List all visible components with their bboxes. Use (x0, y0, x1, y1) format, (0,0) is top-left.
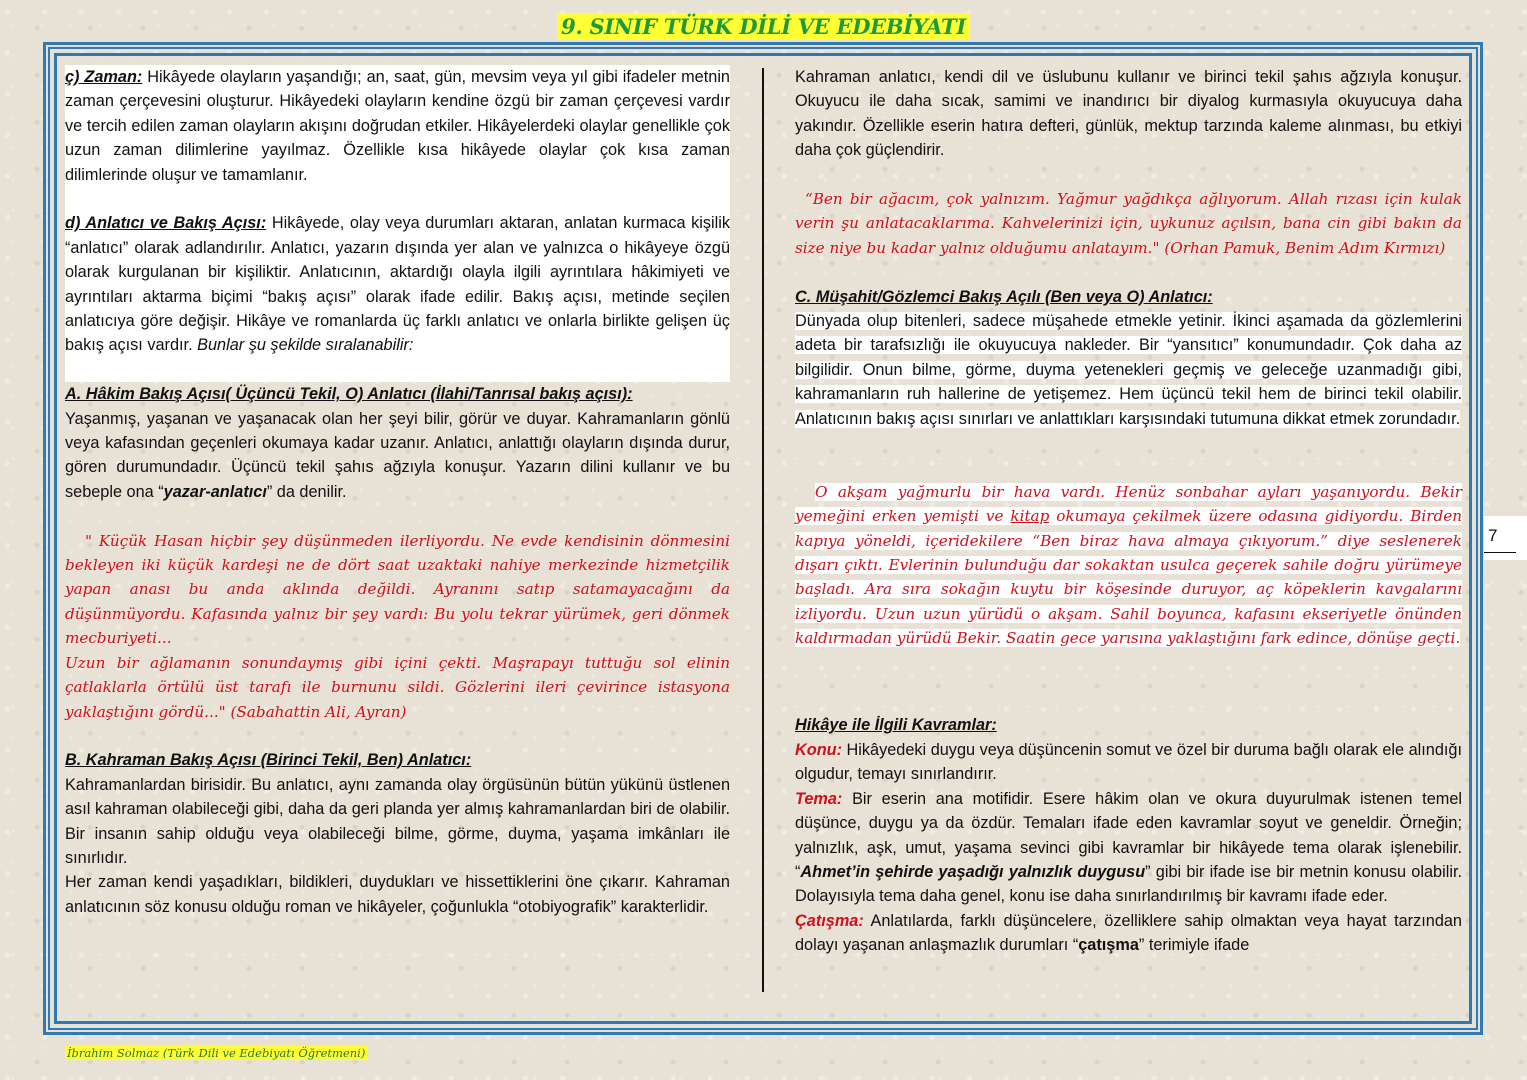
column-divider (762, 68, 764, 992)
page-number-underline (1484, 552, 1516, 553)
hakim-quote-1: " Küçük Hasan hiçbir şey düşünmeden ilerliyordu. Ne evde kendisinin dönmesini bekleyen iki küçük kardeşi ne de dört saat uzaktaki nahiye merkezinde hizmetçilik yapan anası bu anda aklında değildi. Ayranını satıp satamayacağını da düşünmüyordu. Kafasında yalnız bir şey vardı: Bu yolu tekrar yürümek, geri dönmek mecburiyeti... (65, 531, 730, 648)
hakim-text-2: ” da denilir. (266, 482, 347, 501)
tema-bold: Ahmet’in şehirde yaşadığı yalnızlık duygusu (800, 862, 1146, 881)
tema-paragraph (795, 787, 1462, 909)
konu-paragraph (795, 738, 1462, 787)
kavramlar-heading: Hikâye ile İlgili Kavramlar: (795, 716, 997, 735)
right-column (795, 65, 1462, 958)
tema-label: Tema: (795, 789, 843, 808)
anlatici-text: Hikâyede, olay veya durumları aktaran, anlatan kurmaca kişilik “anlatıcı” olarak adlandırılır. Anlatıcı, yazarın dışında yer alan ve yalnızca o hikâyeye özgü olarak kurgulanan bir kişiliktir. Anlatıcının, aktardığı olayla ilgili ayrıntılara hâkimiyeti ve ayrıntıları aktarma biçimi “bakış açısı” olarak ifade edilir. Bakış açısı, metinde seçilen anlatıcıya göre değişir. Hikâye ve romanlarda üç farklı anlatıcı ve onlarla birlikte gelişen üç bakış açısı vardır. (65, 214, 730, 355)
page-header (0, 14, 1527, 39)
kahraman-heading: B. Kahraman Bakış Açısı (Birinci Tekil, Ben) Anlatıcı: (65, 751, 472, 770)
anlatici-label: d) Anlatıcı ve Bakış Açısı: (65, 214, 267, 233)
zaman-paragraph (65, 65, 730, 187)
anlatici-tail: Bunlar şu şekilde sıralanabilir: (197, 336, 414, 355)
catisma-bold: çatışma (1078, 936, 1139, 955)
musahit-paragraph (795, 309, 1462, 431)
anlatici-paragraph (65, 211, 730, 357)
musahit-heading: C. Müşahit/Gözlemci Bakış Açılı (Ben veya O) Anlatıcı: (795, 287, 1213, 306)
page-number: 7 (1488, 526, 1498, 545)
kahraman-paragraph-1: Kahramanlardan birisidir. Bu anlatıcı, aynı zamanda olay örgüsünün bütün yükünü üstlenen asıl kahraman olabileceği gibi, daha da geri planda yer almış kahramanlardan biri de olabilir. Bir insanın sahip olduğu veya olabileceği bilme, görme, duyma, yaşama imkânları ile sınırlıdır. (65, 775, 730, 867)
hakim-heading: A. Hâkim Bakış Açısı( Üçüncü Tekil, O) Anlatıcı (İlahi/Tanrısal bakış açısı): (65, 385, 633, 404)
tema-text-2: ” gibi bir ifade ise bir metnin konusu olabilir. Dolayısıyla tema daha genel, konu ise daha sınırlandırılmış bir kavramı ifade eder. (795, 862, 1462, 906)
catisma-text-2: ” terimiyle ifade (1138, 936, 1250, 955)
musahit-quote-1: O akşam yağmurlu bir hava vardı. Henüz sonbahar ayları yaşanıyordu. Bekir yemeğini erken yemişti ve (795, 482, 1462, 526)
zaman-label: ç) Zaman: (65, 68, 143, 86)
hakim-text-1: Yaşanmış, yaşanan ve yaşanacak olan her şeyi bilir, görür ve duyar. Kahramanların gönlü veya kafasından geçenleri okumaya kadar uzanır. Anlatıcı, anlattığı olayların dışında durur, gören durumundadır. Üçüncü tekil şahıs ağzıyla konuşur. Yazarın dilini kullanır ve bu sebeple ona “ (65, 409, 730, 501)
kahraman-quote: “Ben bir ağacım, çok yalnızım. Yağmur yağdıkça ağlıyorum. Allah rızası için kulak verin şu anlatacaklarıma. Kahvelerinizi için, uykunuz açılsın, bana cin gibi bakın da size niye bu kadar yalnız olduğumu anlatayım." (Orhan Pamuk, Benim Adım Kırmızı) (795, 190, 1462, 257)
catisma-label: Çatışma: (795, 911, 864, 930)
kahraman-continued: Kahraman anlatıcı, kendi dil ve üslubunu kullanır ve birinci tekil şahıs ağzıyla konuşur. Okuyucu ile daha sıcak, samimi ve inandırıcı bir diyalog kurmasıyla okuyucuya daha yakındır. Özellikle eserin hatıra defteri, günlük, mektup tarzında kaleme alınması, bu etkiyi daha çok güçlendirir. (795, 68, 1462, 160)
catisma-paragraph (795, 909, 1462, 958)
hakim-paragraph (65, 407, 730, 505)
konu-label: Konu: (795, 740, 843, 759)
kahraman-paragraph-2: Her zaman kendi yaşadıkları, bildikleri, duydukları ve hissettiklerini öne çıkarır. Kahraman anlatıcının söz konusu olduğu roman ve hikâyeler, çoğunlukla “otobiyografik” karakterlidir. (65, 873, 730, 916)
konu-text: Hikâyedeki duygu veya düşüncenin somut ve özel bir duruma bağlı olarak ele alındığı olgudur, temayı sınırlandırır. (795, 740, 1462, 784)
hakim-quote-2: Uzun bir ağlamanın sonundaymış gibi içini çekti. Maşrapayı tuttuğu sol elinin çatlaklarla örtülü üst tarafı ile burnunu sildi. Gözlerini ileri çevirince istasyona yaklaştığını gördü..." (Sabahattin Ali, Ayran) (65, 653, 730, 721)
musahit-quote-link: kitap (1010, 507, 1050, 526)
footer-author: İbrahim Solmaz (Türk Dili ve Edebiyatı Öğretmeni) (67, 1046, 366, 1060)
zaman-text: Hikâyede olayların yaşandığı; an, saat, gün, mevsim veya yıl gibi ifadeler metnin zaman çerçevesini oluşturur. Hikâyedeki olayların kendine özgü bir zaman çerçevesi vardır ve tercih edilen zaman olayların akışını doğrudan etkiler. Hikâyelerdeki olaylar genellikle çok uzun zaman dilimlerine yayılmaz. Özellikle kısa hikâyede olaylar çok kısa zaman dilimlerinde oluşur ve tamamlanır. (65, 68, 730, 184)
tema-text-1: Bir eserin ana motifidir. Esere hâkim olan ve okura duyurulmak istenen temel düşünce, duygu ya da özdür. Temaları ifade eden kavramlar soyut ve geneldir. Örneğin; yalnızlık, aşk, umut, yaşama sevinci gibi kavramlar bir hikâyede tema olarak işlenebilir. “ (795, 789, 1462, 881)
musahit-quote-2: okumaya çekilmek üzere odasına gidiyordu. Birden kapıya yöneldi, içeridekilere “Ben biraz hava almaya çıkıyorum.” diye seslenerek dışarı çıktı. Evlerinin bulunduğu dar sokaktan usulca geçerek sahile doğru yürümeye başladı. Ara sıra sokağın kuytu bir köşesinde duruyor, aç köpeklerin kavgalarını izliyordu. Uzun uzun yürüdü o akşam. Sahil boyunca, kafasını ekseriyetle önünden kaldırmadan yürüdü Bekir. Saatin gece yarısına yaklaştığını fark edince, dönüşe geçti. (795, 507, 1462, 648)
zaman-and-anlatici-block (65, 65, 730, 382)
musahit-text: Dünyada olup bitenleri, sadece müşahede etmekle yetinir. İkinci aşamada da gözlemlerini adeta bir tarafsızlığı ile okuyucuya nakleder. Bir “yansıtıcı” konumundadır. Çok daha az bilgilidir. Onun bilme, görme, duyma yetenekleri geçmiş ve geleceğe uzanmadığı gibi, kahramanların ruh hallerine de yetişemez. Hem üçüncü tekil hem de birinci tekil olabilir. Anlatıcının bakış açısı sınırları ve anlattıkları karşısındaki tutumuna dikkat etmek zorundadır. (795, 312, 1462, 428)
page-title: 9. SINIF TÜRK DİLİ VE EDEBİYATI (557, 13, 970, 40)
musahit-quote (795, 480, 1462, 651)
catisma-text-1: Anlatılarda, farklı düşüncelere, özelliklere sahip olmaktan veya hayat tarzından dolayı yaşanan anlaşmazlık durumları “ (795, 911, 1462, 955)
hakim-bold-term: yazar-anlatıcı (163, 482, 267, 501)
left-column (65, 65, 730, 919)
